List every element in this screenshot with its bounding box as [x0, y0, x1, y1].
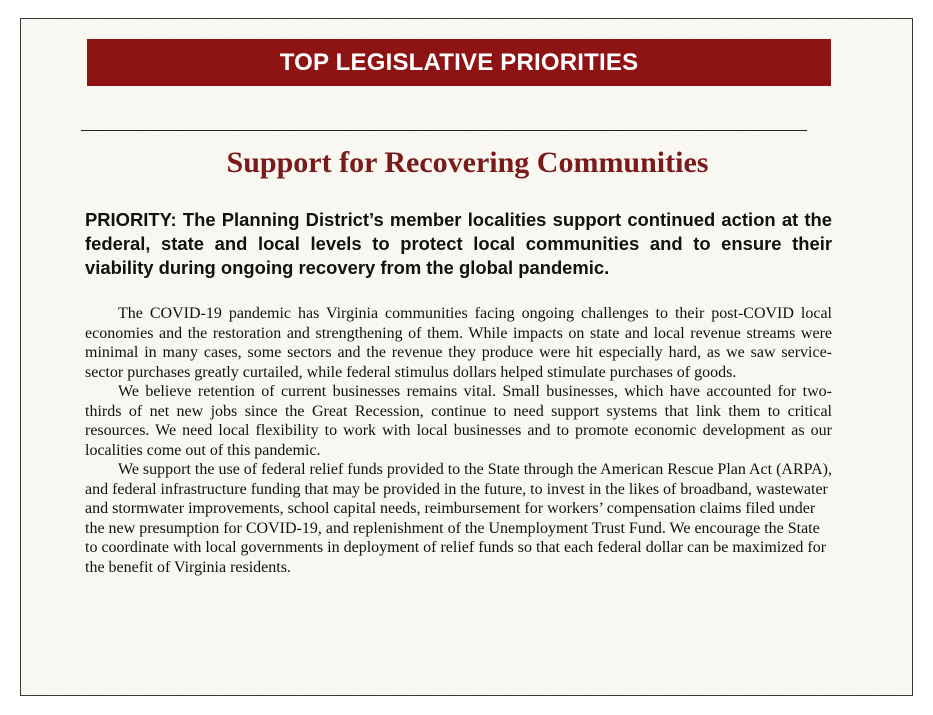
- body-paragraph: We believe retention of current businesses remains vital. Small businesses, which have accounted for two-thirds of net new jobs since the Great Recession, continue to need support systems that link them to critical resources. We need local flexibility to work with local businesses and to promote economic development as our localities come out of this pandemic.: [85, 383, 832, 459]
- priority-statement: PRIORITY: The Planning District’s member localities support continued action at the federal, state and local levels to protect local communities and to ensure their viability during ongoing recovery from the global pandemic.: [85, 209, 832, 278]
- section-banner: TOP LEGISLATIVE PRIORITIES: [87, 39, 831, 86]
- section-title: Support for Recovering Communities: [226, 146, 709, 179]
- document-page: [20, 18, 913, 696]
- body-text: [85, 304, 832, 577]
- divider-rule: [81, 130, 807, 131]
- body-paragraph: The COVID-19 pandemic has Virginia communities facing ongoing challenges to their post-COVID local economies and the restoration and strengthening of them. While impacts on state and local revenue streams were minimal in many cases, some sectors and the revenue they produce were hit especially hard, as we saw service-sector purchases greatly curtailed, while federal stimulus dollars helped stimulate purchases of goods.: [85, 305, 832, 381]
- body-paragraph: We support the use of federal relief funds provided to the State through the American Rescue Plan Act (ARPA), and federal infrastructure funding that may be provided in the future, to invest in the likes of broadband, wastewater and stormwater improvements, school capital needs, reimbursement for workers’ compensation claims filed under the new presumption for COVID-19, and replenishment of the Unemployment Trust Fund. We encourage the State to coordinate with local governments in deployment of relief funds so that each federal dollar can be maximized for the benefit of Virginia residents.: [85, 461, 832, 576]
